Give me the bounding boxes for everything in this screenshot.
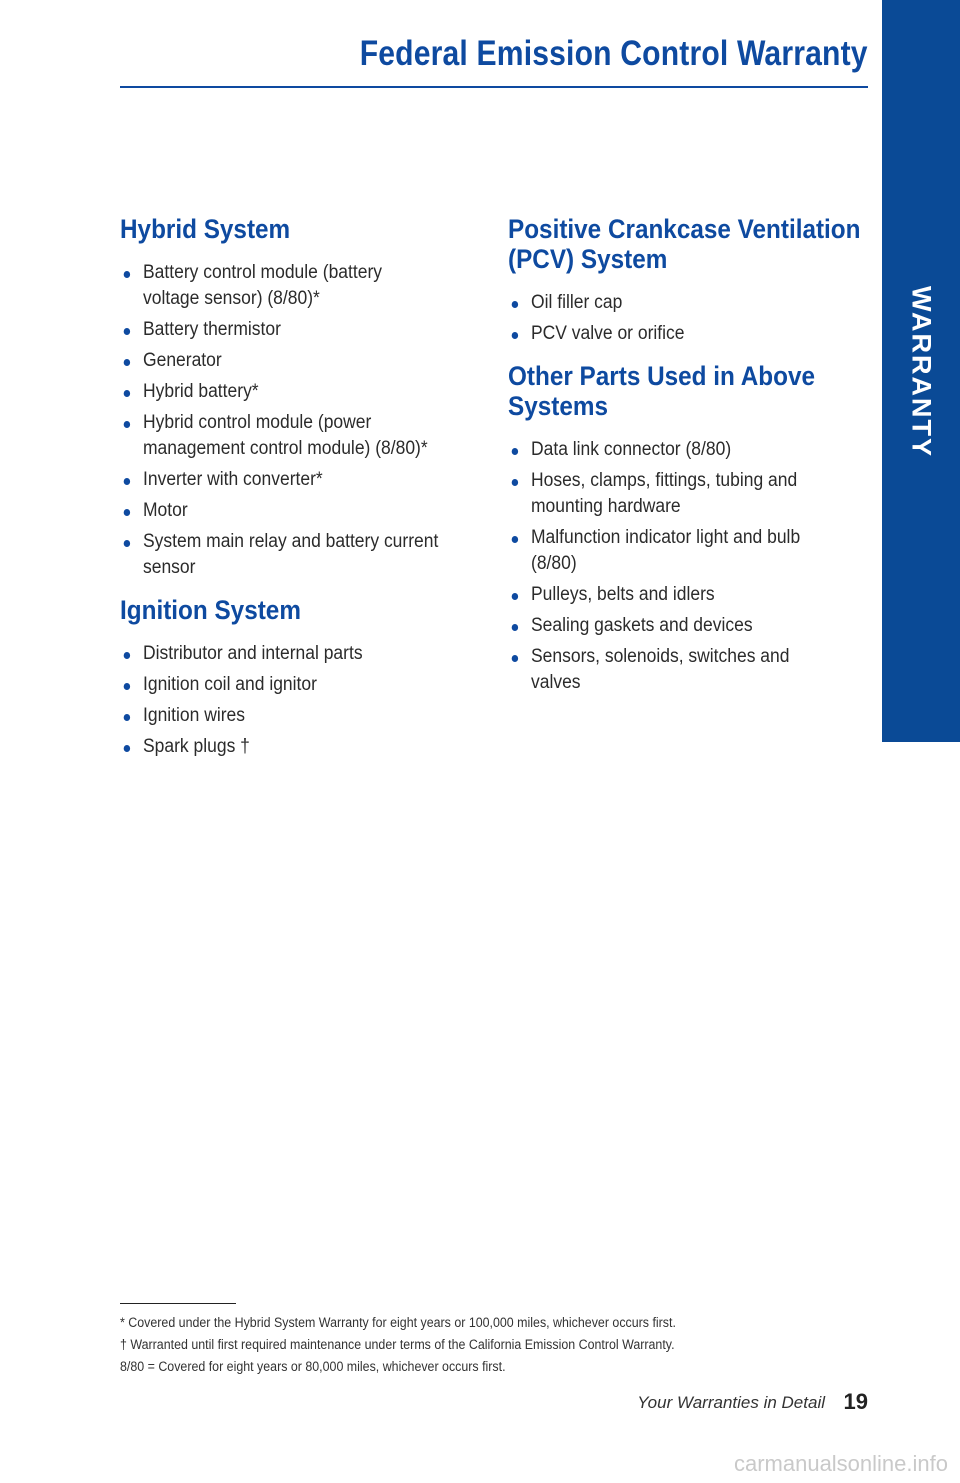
bullet-icon xyxy=(124,421,130,428)
list-item xyxy=(508,321,839,347)
list-item xyxy=(120,348,453,374)
bullet-icon xyxy=(124,745,130,752)
bullet-icon xyxy=(512,479,518,486)
section-heading-line: Hybrid System xyxy=(120,214,291,244)
list-item xyxy=(120,317,453,343)
bullet-icon xyxy=(512,536,518,543)
section-heading-line: Ignition System xyxy=(120,595,301,625)
section-heading-line: Positive Crankcase Ventilation xyxy=(508,214,861,244)
list-item xyxy=(120,498,453,524)
item-list xyxy=(508,290,868,347)
bullet-icon xyxy=(124,509,130,516)
watermark: carmanualsonline.info xyxy=(733,1451,948,1476)
list-item xyxy=(120,641,453,667)
list-item xyxy=(120,672,453,698)
list-item xyxy=(120,260,453,312)
list-item xyxy=(508,468,839,520)
list-item-text: Ignition coil and ignitor xyxy=(143,674,317,695)
list-item xyxy=(508,437,839,463)
item-list xyxy=(120,641,482,760)
left-column xyxy=(120,214,482,774)
list-item-text: Oil filler cap xyxy=(531,292,623,313)
list-item-text: voltage sensor) (8/80)* xyxy=(143,288,320,309)
bullet-icon xyxy=(512,624,518,631)
list-item xyxy=(120,734,453,760)
list-item-text: Sealing gaskets and devices xyxy=(531,615,753,636)
bullet-icon xyxy=(512,655,518,662)
list-item-text: PCV valve or orifice xyxy=(531,323,685,344)
list-item xyxy=(508,644,839,696)
bullet-icon xyxy=(512,448,518,455)
title-divider xyxy=(120,86,868,88)
bullet-icon xyxy=(124,359,130,366)
list-item xyxy=(120,703,453,729)
right-column xyxy=(508,214,868,710)
section-heading xyxy=(508,361,832,421)
list-item xyxy=(120,467,453,493)
list-item-text: mounting hardware xyxy=(531,496,681,517)
list-item-text: Inverter with converter* xyxy=(143,469,323,490)
section-heading-line: Other Parts Used in Above xyxy=(508,361,815,391)
list-item-text: Malfunction indicator light and bulb xyxy=(531,527,801,548)
list-item xyxy=(508,290,839,316)
list-item-text: Battery control module (battery xyxy=(143,262,383,283)
section xyxy=(508,214,868,347)
section xyxy=(120,214,482,581)
list-item-text: Generator xyxy=(143,350,222,371)
list-item-text: Distributor and internal parts xyxy=(143,643,363,664)
bullet-icon xyxy=(124,540,130,547)
list-item xyxy=(120,379,453,405)
list-item-text: management control module) (8/80)* xyxy=(143,438,428,459)
list-item-text: Hybrid control module (power xyxy=(143,412,372,433)
section xyxy=(120,595,482,760)
bullet-icon xyxy=(124,683,130,690)
section-tab-label: WARRANTY xyxy=(906,286,937,458)
item-list xyxy=(120,260,482,581)
bullet-icon xyxy=(124,390,130,397)
list-item-text: Motor xyxy=(143,500,188,521)
footnote-hybrid-warranty: * Covered under the Hybrid System Warranty for eight years or 100,000 miles, whichever occurs first. xyxy=(120,1315,676,1330)
list-item-text: sensor xyxy=(143,557,196,578)
footnote-divider xyxy=(120,1303,236,1304)
section-heading xyxy=(508,214,861,274)
bullet-icon xyxy=(512,593,518,600)
list-item-text: Pulleys, belts and idlers xyxy=(531,584,715,605)
list-item-text: Hoses, clamps, fittings, tubing and xyxy=(531,470,798,491)
list-item xyxy=(120,529,453,581)
bullet-icon xyxy=(124,271,130,278)
section-heading xyxy=(120,214,446,244)
page-title: Federal Emission Control Warranty xyxy=(359,34,868,73)
footer-label: Your Warranties in Detail xyxy=(637,1393,825,1412)
bullet-icon xyxy=(124,328,130,335)
bullet-icon xyxy=(124,652,130,659)
section-heading xyxy=(120,595,446,625)
bullet-icon xyxy=(512,301,518,308)
list-item xyxy=(508,613,839,639)
list-item-text: Battery thermistor xyxy=(143,319,281,340)
list-item-text: valves xyxy=(531,672,581,693)
section-heading-line: (PCV) System xyxy=(508,244,668,274)
list-item-text: Hybrid battery* xyxy=(143,381,259,402)
list-item-text: Sensors, solenoids, switches and xyxy=(531,646,790,667)
list-item xyxy=(120,410,453,462)
section xyxy=(508,361,868,696)
footnotes xyxy=(120,1312,860,1378)
footnote-maintenance: † Warranted until first required maintenance under terms of the California Emission Control Warranty. xyxy=(120,1337,675,1352)
bullet-icon xyxy=(512,332,518,339)
list-item-text: Ignition wires xyxy=(143,705,246,726)
bullet-icon xyxy=(124,478,130,485)
list-item-text: Spark plugs † xyxy=(143,736,250,757)
list-item xyxy=(508,582,839,608)
section-heading-line: Systems xyxy=(508,391,608,421)
list-item-text: Data link connector (8/80) xyxy=(531,439,732,460)
page-number: 19 xyxy=(843,1389,868,1414)
item-list xyxy=(508,437,868,696)
list-item xyxy=(508,525,839,577)
footnote-8-80: 8/80 = Covered for eight years or 80,000 miles, whichever occurs first. xyxy=(120,1359,506,1374)
list-item-text: (8/80) xyxy=(531,553,577,574)
list-item-text: System main relay and battery current xyxy=(143,531,439,552)
bullet-icon xyxy=(124,714,130,721)
